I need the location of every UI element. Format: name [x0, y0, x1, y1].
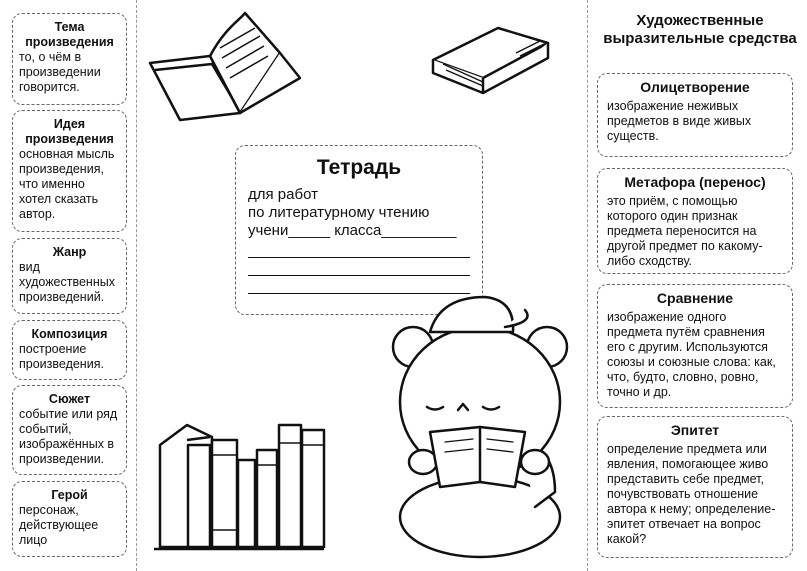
device-title: Олицетворение: [640, 79, 750, 95]
term-card-hero: [12, 481, 127, 557]
device-definition: изображение одного предмета путём сравнения его с другим. Используются союзы и союзные слова: как, что, будто, словно, ровно, точно и др.: [607, 310, 776, 399]
term-title: Сюжет: [48, 392, 91, 406]
fold-line-left: [136, 0, 137, 571]
term-title: Идея произведения: [25, 117, 114, 146]
device-card-personification: [597, 73, 793, 157]
device-card-metaphor: [597, 168, 793, 274]
device-definition: изображение неживых предметов в виде живых существ.: [607, 99, 752, 143]
notebook-cover-box: [235, 145, 483, 315]
cover-line-subject: по литературному чтению: [248, 204, 430, 221]
term-definition: персонаж, действующее лицо: [19, 503, 99, 547]
term-card-composition: [12, 320, 127, 380]
cover-line-for-works: для работ: [248, 186, 318, 203]
open-book-icon: [140, 8, 305, 123]
term-title: Композиция: [31, 327, 108, 341]
term-definition: вид художественных произведений.: [19, 260, 115, 304]
closed-book-icon: [428, 18, 556, 98]
term-definition: событие или ряд событий, изображённых в произведении.: [19, 407, 118, 466]
device-title: Эпитет: [670, 422, 720, 438]
stack-of-books-icon: [152, 415, 327, 555]
term-definition: построение произведения.: [19, 342, 104, 371]
blank-line: [248, 240, 470, 258]
right-column-title: Художественные выразительные средства: [603, 12, 797, 47]
device-title: Сравнение: [656, 290, 734, 306]
device-card-comparison: [597, 284, 793, 408]
device-definition: это приём, с помощью которого один признак предмета переносится на другой предмет по какому-либо сходству.: [607, 194, 763, 268]
term-card-plot: [12, 385, 127, 475]
device-definition: определение предмета или явления, помогающее живо представить себе предмет, почувствовать отношение автора к нему; определение-эпитет отвечает на вопрос какой?: [607, 442, 776, 546]
term-title: Жанр: [52, 245, 87, 259]
term-definition: основная мысль произведения, что именно хотел сказать автор.: [19, 147, 115, 221]
blank-line: [248, 258, 470, 276]
term-title: Герой: [51, 488, 88, 502]
device-card-epithet: [597, 416, 793, 558]
term-card-idea: [12, 110, 127, 232]
notebook-title: Тетрадь: [316, 156, 402, 179]
fold-line-right: [587, 0, 588, 571]
device-title: Метафора (перенос): [624, 174, 766, 190]
cover-line-student-class: учени_____ класса_________: [248, 222, 457, 239]
term-definition: то, о чём в произведении говорится.: [19, 50, 101, 94]
term-title: Тема произведения: [25, 20, 114, 49]
term-card-theme: [12, 13, 127, 105]
bear-reading-illustration: [385, 292, 580, 564]
term-card-genre: [12, 238, 127, 314]
